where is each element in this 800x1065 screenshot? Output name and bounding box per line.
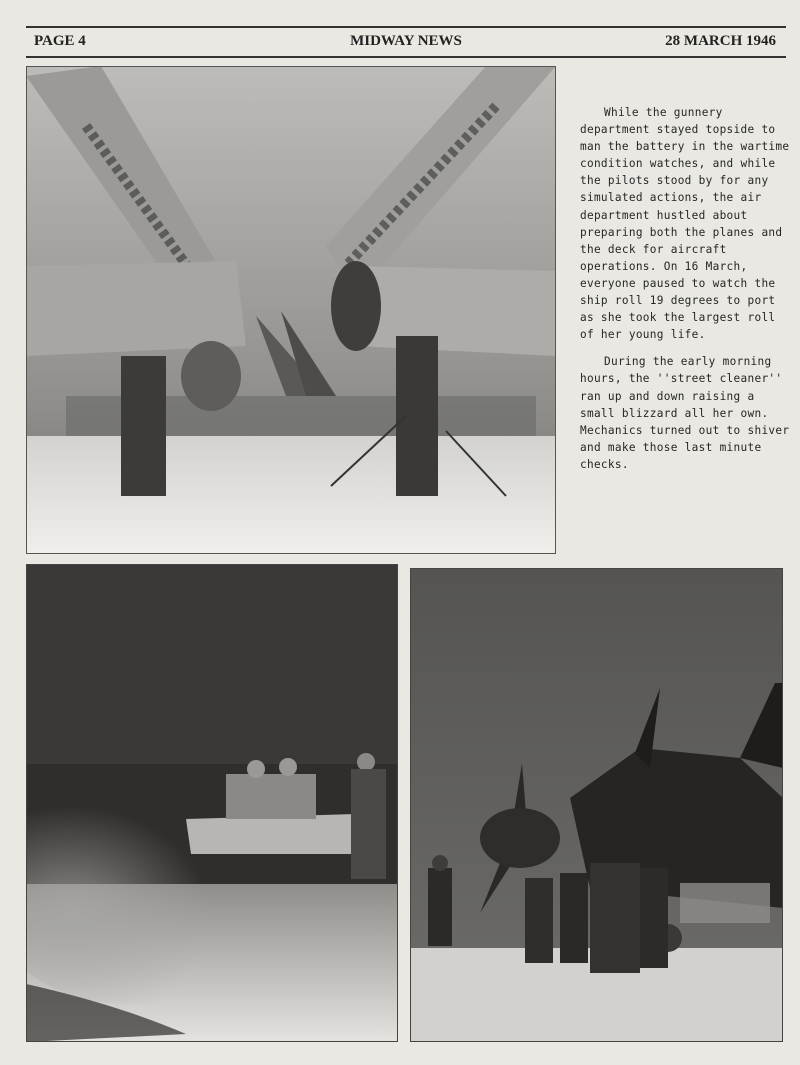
page-header xyxy=(26,26,786,58)
photo-street-cleaner-snow xyxy=(26,564,398,1042)
photo-mechanics-checks xyxy=(410,568,783,1042)
article-paragraph: While the gunnery department stayed topside to man the battery in the wartime condition watches, and while the pilots stood by for any simulated actions, the air department hustled about preparing both the planes and the deck for aircraft operations. On 16 March, everyone paused to watch the ship roll 19 degrees to port as she took the largest roll of her young life. xyxy=(580,106,790,342)
page-number: PAGE 4 xyxy=(34,33,86,49)
photo-folded-wing-aircraft xyxy=(26,66,556,554)
masthead-title: MIDWAY NEWS xyxy=(350,33,462,49)
issue-date: 28 MARCH 1946 xyxy=(665,33,776,49)
article-body xyxy=(580,104,790,483)
article-paragraph: During the early morning hours, the ''street cleaner'' ran up and down raising a small blizzard all her own. Mechanics turned out to shiver and make those last minute checks. xyxy=(580,355,790,471)
